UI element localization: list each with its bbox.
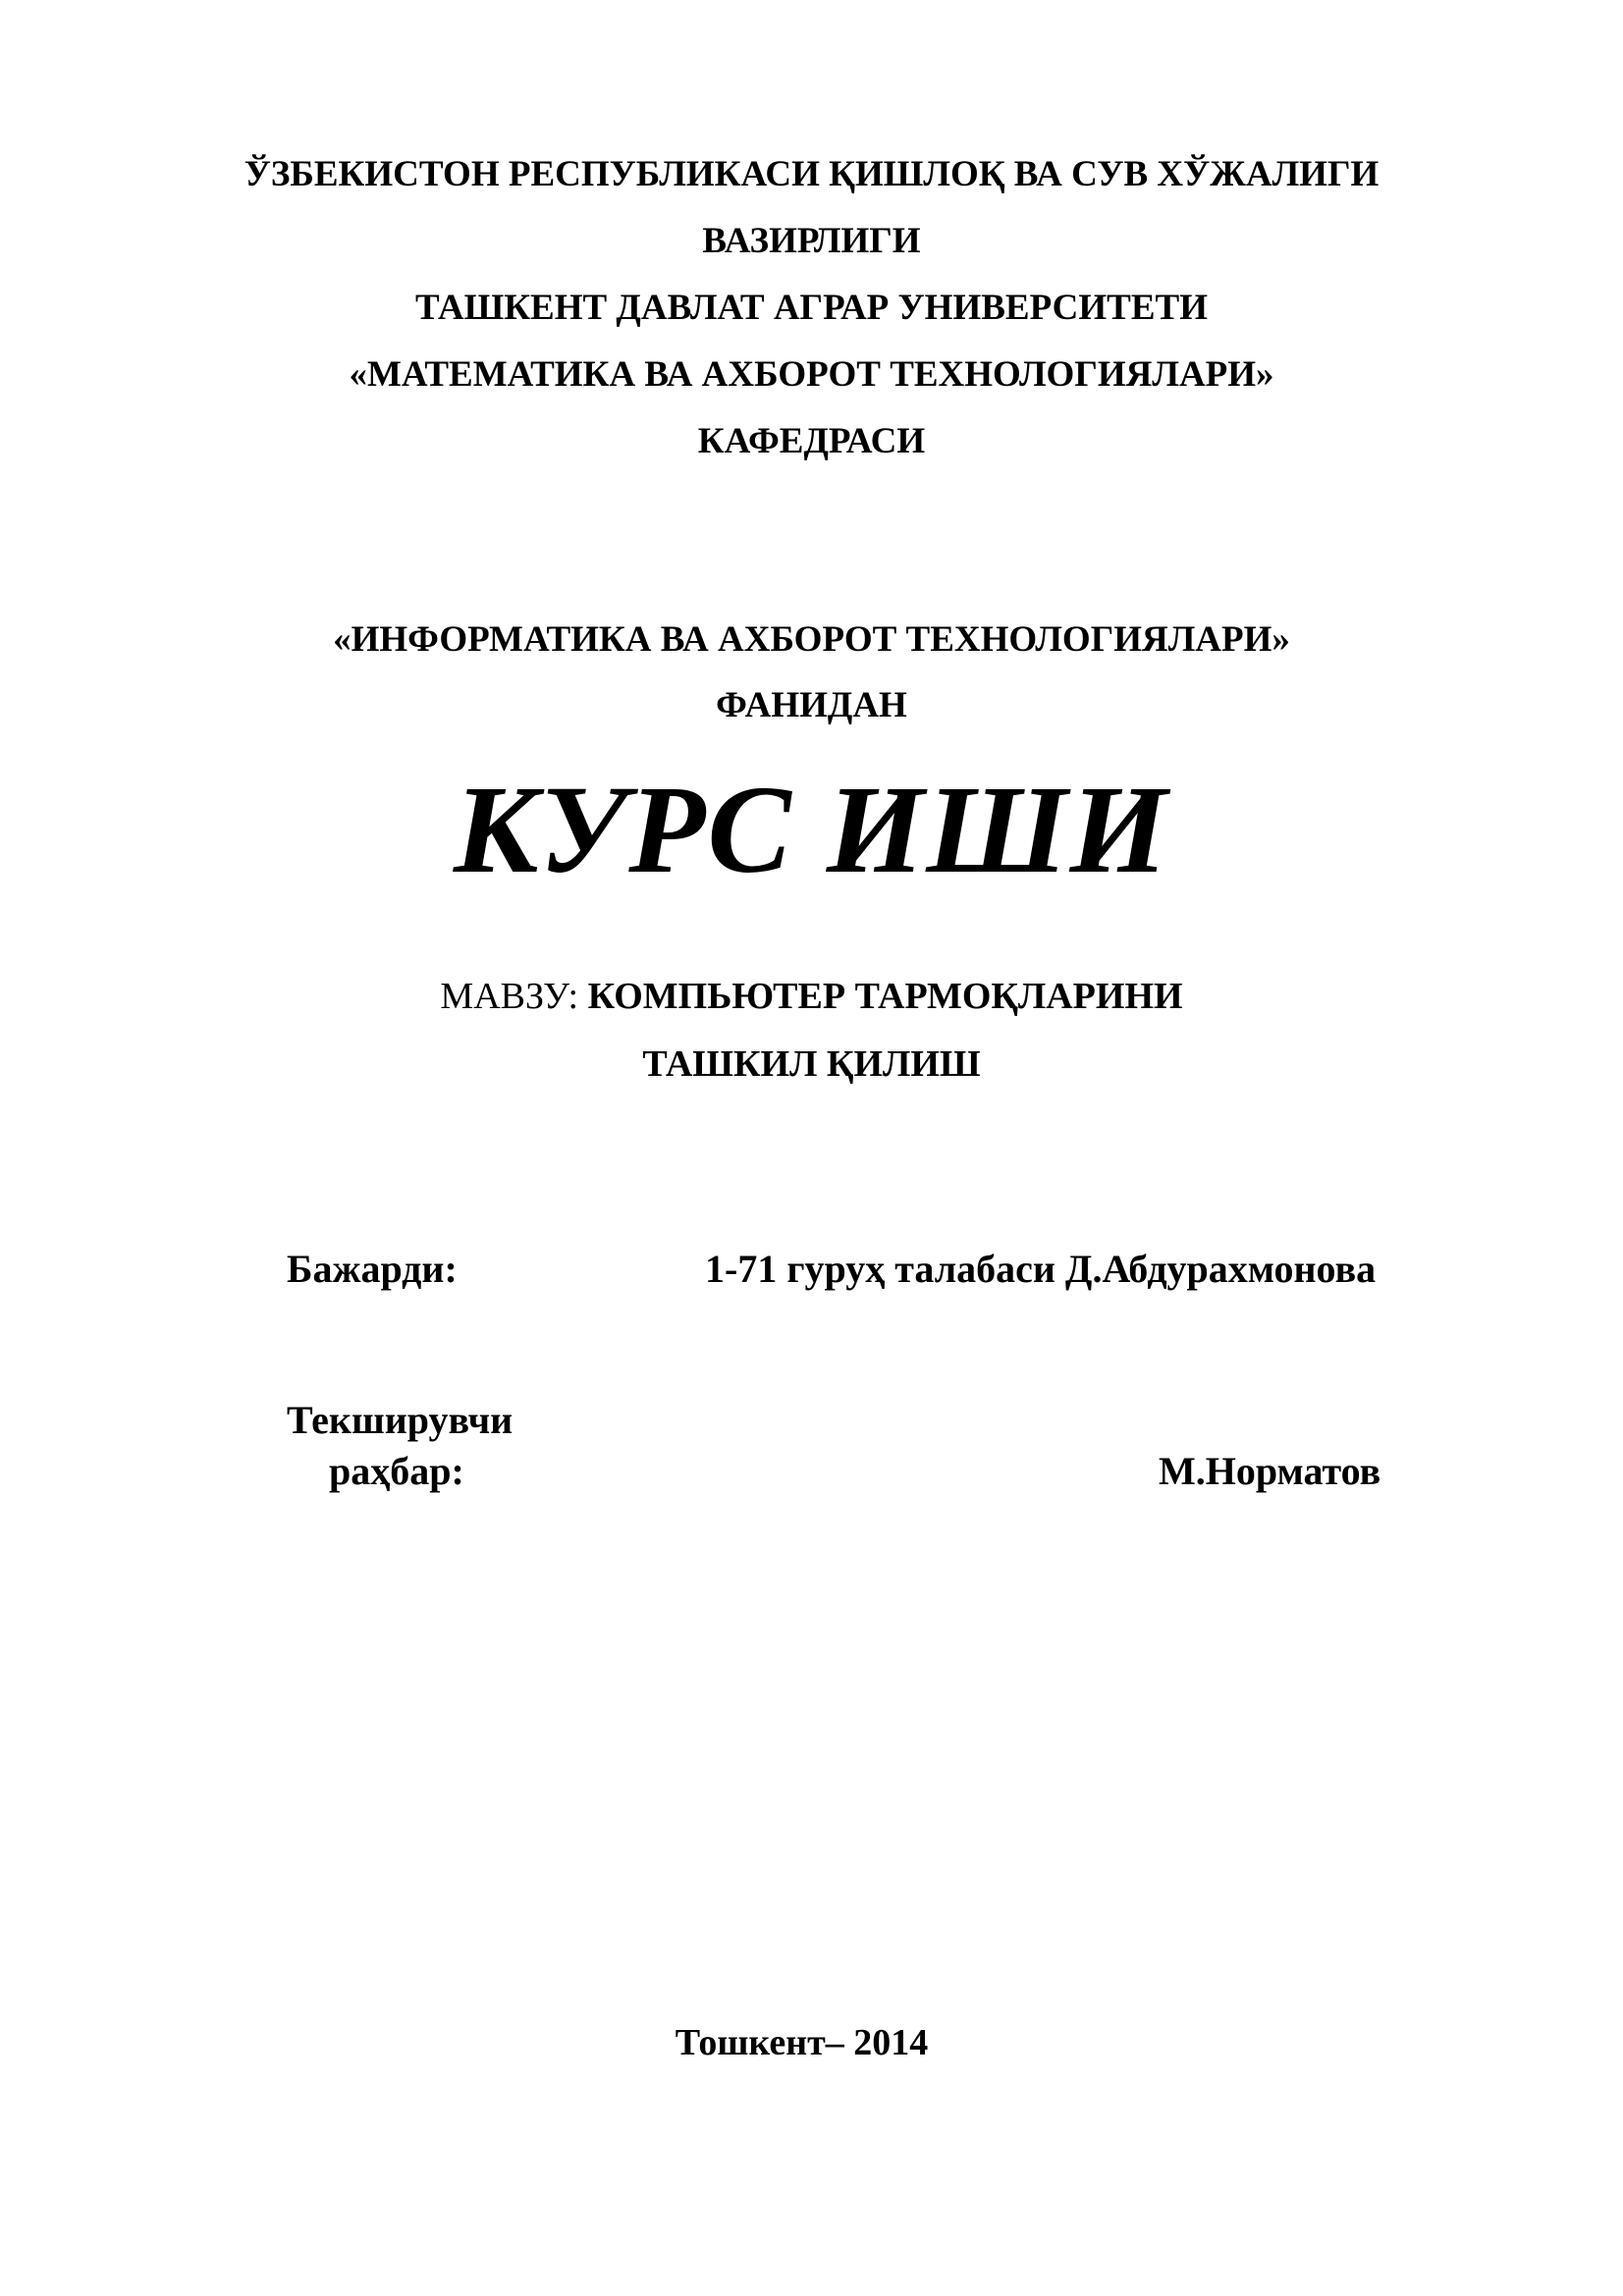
topic-text-2: ТАШКИЛ ҚИЛИШ	[642, 1043, 981, 1085]
subject-name: «ИНФОРМАТИКА ВА АХБОРОТ ТЕХНОЛОГИЯЛАРИ»	[333, 619, 1290, 660]
performer-value: 1-71 гуруҳ талабаси Д.Абдурахмонова	[705, 1247, 1377, 1291]
university-name: ТАШКЕНТ ДАВЛАТ АГРАР УНИВЕРСИТЕТИ	[415, 288, 1208, 328]
subject-suffix: ФАНИДАН	[716, 685, 907, 725]
supervisor-label-2: раҳбар:	[329, 1449, 464, 1493]
supervisor-value: М.Норматов	[1159, 1449, 1381, 1493]
place-year: Тошкент– 2014	[675, 2022, 929, 2063]
supervisor-label-1: Текширувчи	[287, 1398, 514, 1442]
topic-text-1: КОМПЬЮТЕР ТАРМОҚЛАРИНИ	[587, 976, 1183, 1017]
topic-label: МАВЗУ:	[440, 976, 588, 1017]
ministry-line-1: ЎЗБЕКИСТОН РЕСПУБЛИКАСИ ҚИШЛОҚ ВА СУВ ХЎЖАЛИГИ	[243, 154, 1380, 194]
performer-label: Бажарди:	[287, 1247, 458, 1291]
department-name: «МАТЕМАТИКА ВА АХБОРОТ ТЕХНОЛОГИЯЛАРИ»	[349, 354, 1274, 395]
department-suffix: КАФЕДРАСИ	[697, 421, 926, 461]
topic-line-1	[0, 975, 1623, 1018]
document-title: КУРС ИШИ	[454, 760, 1169, 899]
ministry-line-2: ВАЗИРЛИГИ	[702, 221, 921, 261]
